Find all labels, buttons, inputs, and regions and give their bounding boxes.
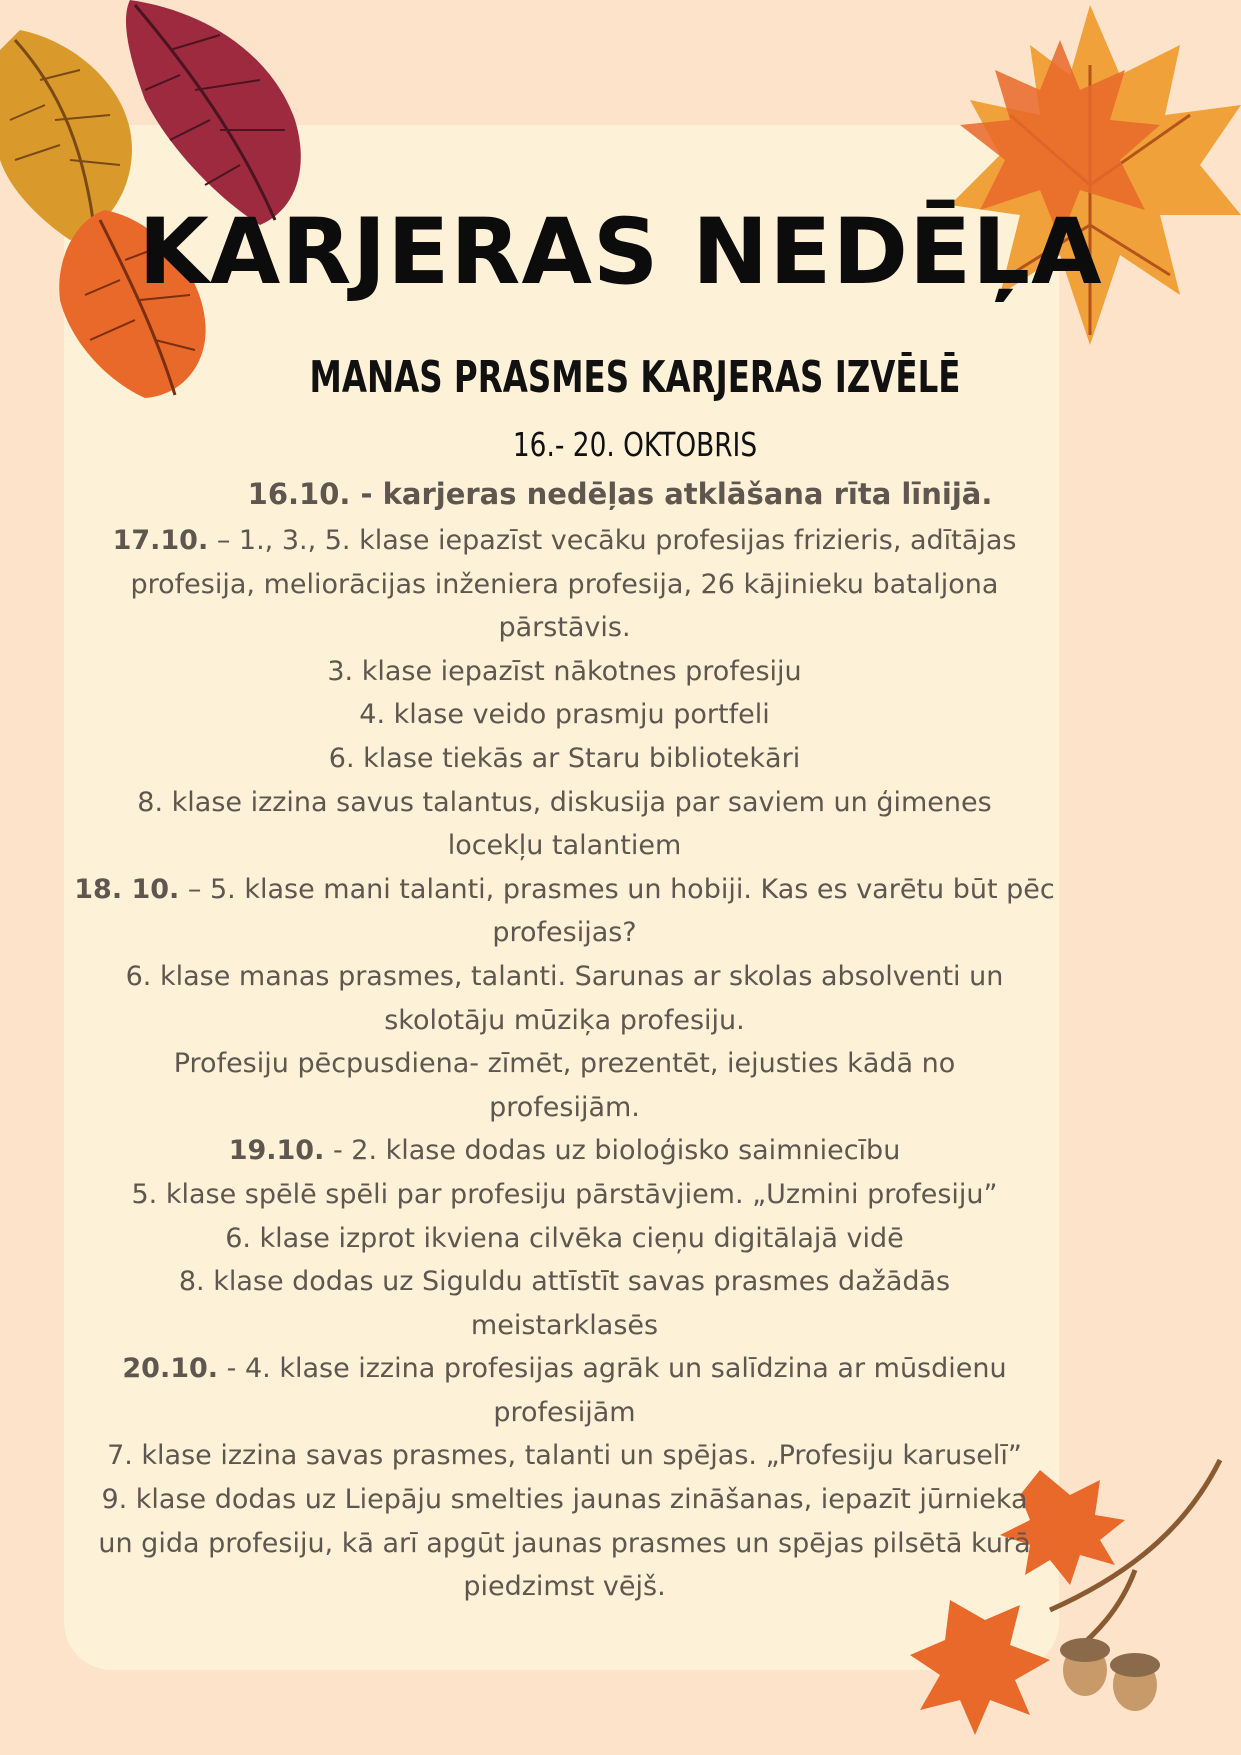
- day-lead: – 1., 3., 5. klase iepazīst vecāku profesijas frizieris, adītājas profesija, meliorācijas inženiera profesija, 26 kājinieku bataljona pārstāvis.: [130, 525, 1017, 644]
- day-entry-17: [72, 519, 1057, 650]
- list-item: 4. klase veido prasmju portfeli: [359, 699, 770, 731]
- list-item: 6. klase manas prasmes, talanti. Sarunas ar skolas absolventi un skolotāju mūziķa profesiju.: [125, 960, 1004, 1036]
- day-entry-19: [72, 1129, 1057, 1173]
- day-date: 19.10.: [228, 1135, 325, 1167]
- subtitle: MANAS PRASMES KARJERAS IZVĒLĒ: [309, 352, 961, 403]
- list-item: 8. klase izzina savus talantus, diskusija par saviem un ģimenes locekļu talantiem: [137, 786, 992, 862]
- day-lead: – 5. klase mani talanti, prasmes un hobiji. Kas es varētu būt pēc profesijas?: [179, 873, 1055, 949]
- day-entry-18: [72, 868, 1057, 955]
- list-item: 6. klase tiekās ar Staru bibliotekāri: [328, 742, 801, 774]
- date-range: 16.- 20. OKTOBRIS: [512, 425, 758, 464]
- day-lead: - 4. klase izzina profesijas agrāk un salīdzina ar mūsdienu profesijām: [218, 1353, 1007, 1428]
- list-item: 7. klase izzina savas prasmes, talanti un spējas. „Profesiju karuselī”: [107, 1440, 1022, 1472]
- list-item: 9. klase dodas uz Liepāju smelties jaunas zināšanas, iepazīt jūrnieka un gida profesiju, kā arī apgūt jaunas prasmes un spējas pilsētā kurā piedzimst vējš.: [98, 1484, 1031, 1603]
- day-lead: - 2. klase dodas uz bioloģisko saimniecību: [324, 1135, 901, 1167]
- day-entry-20: [72, 1347, 1057, 1434]
- page-title: KARJERAS NEDĒĻA: [138, 200, 1103, 305]
- day-date: 20.10.: [122, 1353, 219, 1385]
- day-date: 17.10.: [112, 525, 209, 556]
- list-item: 3. klase iepazīst nākotnes profesiju: [327, 655, 802, 687]
- list-item: 6. klase izprot ikviena cilvēka cieņu digitālajā vidē: [225, 1222, 904, 1254]
- list-item: 5. klase spēlē spēli par profesiju pārstāvjiem. „Uzmini profesiju”: [131, 1178, 998, 1210]
- day-date: 18. 10.: [74, 873, 180, 905]
- list-item: 8. klase dodas uz Siguldu attīstīt savas prasmes dažādās meistarklasēs: [178, 1266, 951, 1341]
- schedule: [72, 519, 1057, 1609]
- oak-leaf-icon: [110, 0, 310, 230]
- opening-line: 16.10. - karjeras nedēļas atklāšana rīta līnijā.: [247, 477, 993, 511]
- list-item: Profesiju pēcpusdiena- zīmēt, prezentēt, iejusties kādā no profesijām.: [173, 1048, 956, 1123]
